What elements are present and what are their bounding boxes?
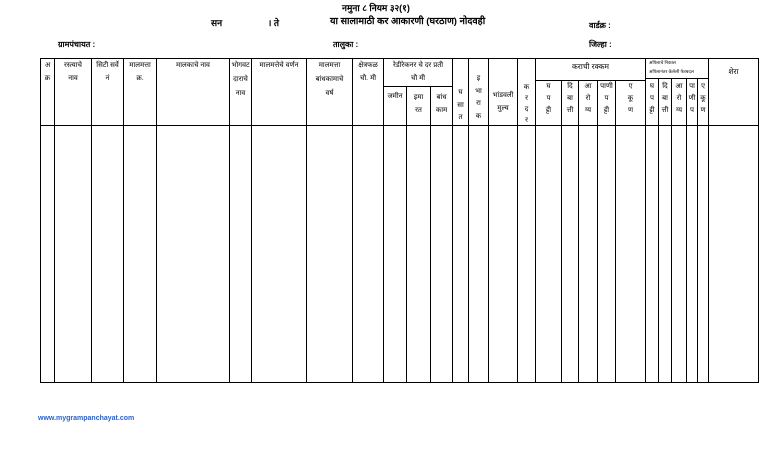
- body-cell-remarks: [709, 126, 759, 383]
- body-cell-property-description: [252, 126, 307, 383]
- body-cell-tax-rate: [518, 126, 536, 383]
- year-to-label: । ते: [268, 18, 280, 28]
- register-title: या सालामाठी कर आकारणी (घरठाण) नोदवही: [330, 16, 486, 27]
- header-construction-year: मालमत्ता बांधकामाचे वर्ष: [307, 59, 353, 126]
- header-tax-water: पाणी प ट्टी: [598, 81, 616, 126]
- header-appeal-health: आ रो ग्य: [672, 79, 687, 126]
- header-appeal-light: दि बा त्ती: [659, 79, 672, 126]
- body-cell-appeal-water: [687, 126, 698, 383]
- header-tax-amount-group: कराची रक्कम: [536, 59, 646, 81]
- header-remarks: शेरा: [709, 59, 759, 126]
- gram-panchayat-label: ग्रामपंचायत :: [58, 40, 96, 49]
- header-rr-building: इमा रत: [407, 87, 431, 126]
- body-cell-owner-name: [157, 126, 230, 383]
- register-table: [40, 58, 759, 383]
- header-occupant-name: भोगवट दाराचे नाव: [230, 59, 252, 126]
- header-tax-total: ए कू ण: [616, 81, 646, 126]
- header-depreciation: घ सा त: [453, 59, 469, 126]
- body-cell-serial-no: [41, 126, 55, 383]
- header-ready-reckoner-group: रेडीरेकनर चे दर प्रती चौ मी: [384, 59, 453, 87]
- body-cell-appeal-health: [672, 126, 687, 383]
- body-cell-tax-water: [598, 126, 616, 383]
- body-cell-depreciation: [453, 126, 469, 383]
- header-owner-name: मालकाचे नाव: [157, 59, 230, 126]
- body-cell-tax-health: [579, 126, 598, 383]
- body-cell-appeal-total: [698, 126, 709, 383]
- taluka-label: तालुका :: [333, 40, 359, 49]
- header-road-name: रस्त्याचे नाव: [55, 59, 92, 126]
- header-tax-rate: क र द र: [518, 59, 536, 126]
- header-appeal-water: पा णी प: [687, 79, 698, 126]
- body-cell-appeal-light: [659, 126, 672, 383]
- header-weightage: इ भा रा क: [469, 59, 489, 126]
- body-cell-property-no: [124, 126, 157, 383]
- header-appeal-total: ए कू ण: [698, 79, 709, 126]
- header-serial-no: अ क्र: [41, 59, 55, 126]
- body-cell-area: [353, 126, 384, 383]
- body-cell-rr-land: [384, 126, 407, 383]
- body-cell-city-survey-no: [92, 126, 124, 383]
- header-rr-land: जमीन: [384, 87, 407, 126]
- header-tax-health: आ रो ग्य: [579, 81, 598, 126]
- header-appeal-group: अपिलाचे निकाल अपिलानंतर केलेली फेरबदल: [646, 59, 709, 79]
- header-area: क्षेत्रफळ चौ. मी: [353, 59, 384, 126]
- body-cell-construction-year: [307, 126, 353, 383]
- website-link[interactable]: www.mygrampanchayat.com: [38, 415, 135, 422]
- body-cell-weightage: [469, 126, 489, 383]
- header-property-no: मालमत्ता क्र.: [124, 59, 157, 126]
- body-cell-tax-total: [616, 126, 646, 383]
- header-city-survey-no: सिटी सर्वे नं: [92, 59, 124, 126]
- year-from-label: सन: [211, 18, 223, 28]
- body-cell-rr-building: [407, 126, 431, 383]
- header-tax-light: दि बा त्ती: [562, 81, 579, 126]
- header-tax-house: घ प ट्टी: [536, 81, 562, 126]
- header-capital-value: भांडवली मुल्य: [489, 59, 518, 126]
- district-label: जिल्हा :: [589, 40, 612, 49]
- form-number: नमुना ८ नियम ३२(१): [342, 3, 410, 13]
- header-appeal-house: घ प ट्टी: [646, 79, 659, 126]
- body-cell-tax-light: [562, 126, 579, 383]
- body-cell-rr-construction: [431, 126, 453, 383]
- header-rr-construction: बांध काम: [431, 87, 453, 126]
- body-cell-appeal-house: [646, 126, 659, 383]
- body-cell-occupant-name: [230, 126, 252, 383]
- body-cell-road-name: [55, 126, 92, 383]
- body-cell-capital-value: [489, 126, 518, 383]
- body-cell-tax-house: [536, 126, 562, 383]
- header-property-description: मालमत्तेचे वर्णन: [252, 59, 307, 126]
- ward-label: वार्डक्र :: [589, 21, 611, 30]
